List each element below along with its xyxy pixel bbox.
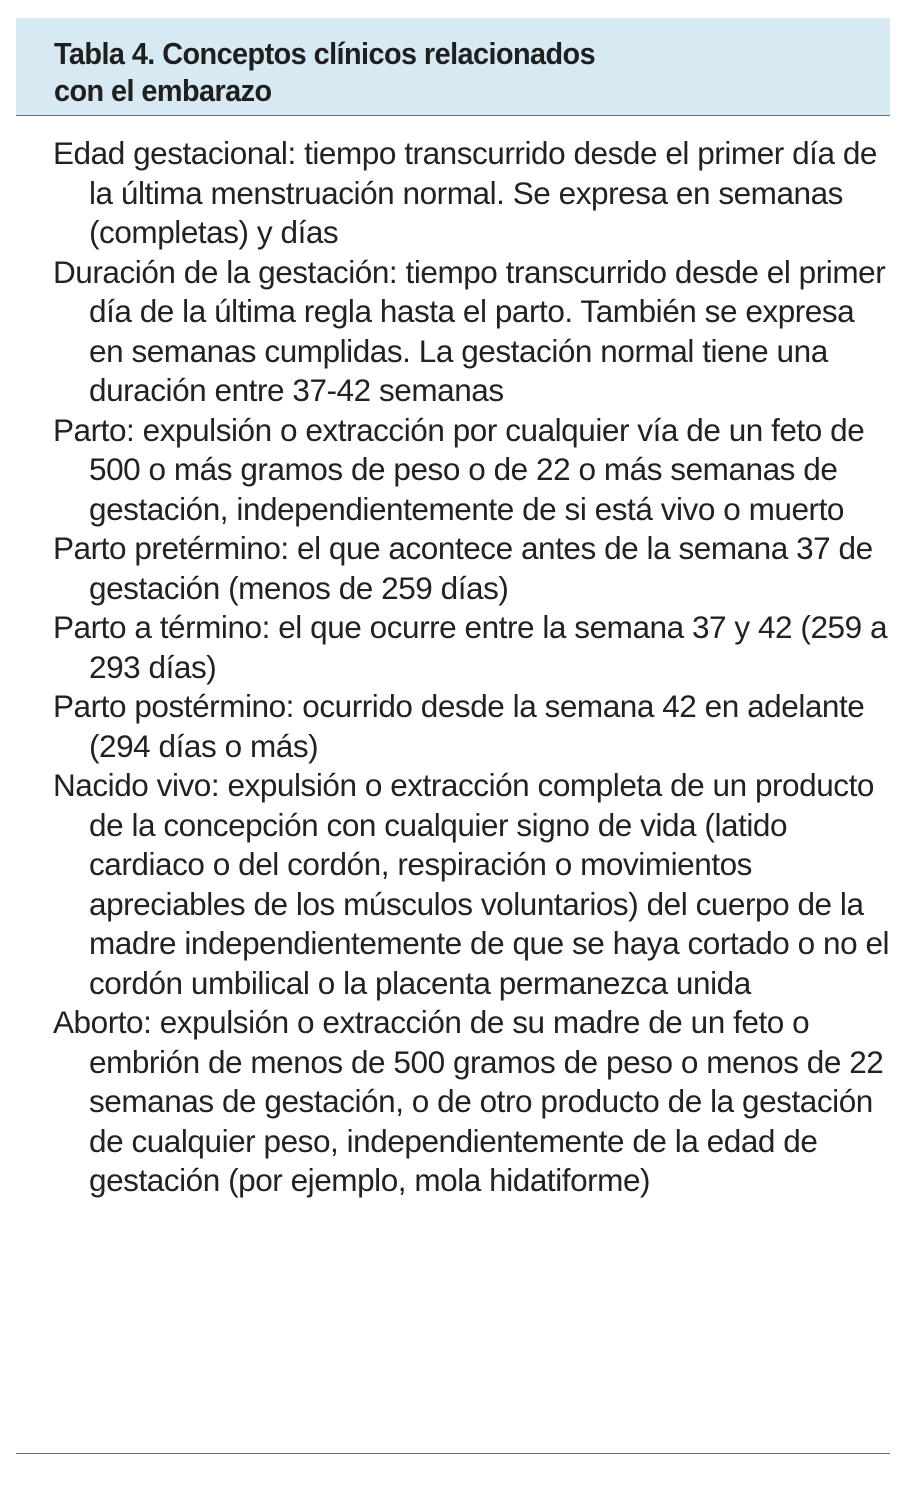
table-header <box>16 18 890 116</box>
entry-nacido-vivo: Nacido vivo: expulsión o extracción completa de un producto de la concepción con cualquier signo de vida (latido cardiaco o del cordón, respiración o movimientos apreciables de los músculos voluntarios) del cuerpo de la madre independientemente de que se haya cortado o no el cordón umbilical o la placenta permanezca unida <box>53 767 890 1001</box>
entry-edad-gestacional: Edad gestacional: tiempo transcurrido desde el primer día de la última menstruación normal. Se expresa en semanas (completas) y días <box>53 135 877 250</box>
table-bottom-rule <box>16 1453 890 1454</box>
entry-duracion-gestacion: Duración de la gestación: tiempo transcurrido desde el primer día de la última regla hasta el parto. También se expresa en semanas cumplidas. La gestación normal tiene una duración entre 37-42 semanas <box>53 253 886 408</box>
entry-parto-postermino: Parto postérmino: ocurrido desde la semana 42 en adelante (294 días o más) <box>53 688 865 764</box>
entry-parto-a-termino: Parto a término: el que ocurre entre la semana 37 y 42 (259 a 293 días) <box>53 609 888 685</box>
entry-aborto: Aborto: expulsión o extracción de su madre de un feto o embrión de menos de 500 gramos de peso o menos de 22 semanas de gestación, o de otro producto de la gestación de cualquier peso, independientemente de la edad de gestación (por ejemplo, mola hidatiforme) <box>53 1004 884 1198</box>
clinical-concepts-table <box>16 18 890 1201</box>
entry-parto-pretermino: Parto pretérmino: el que acontece antes de la semana 37 de gestación (menos de 259 días) <box>53 530 873 606</box>
entry-parto: Parto: expulsión o extracción por cualquier vía de un feto de 500 o más gramos de peso o de 22 o más semanas de gestación, independientemente de si está vivo o muerto <box>53 411 865 527</box>
table-body <box>16 116 890 1201</box>
table-title: Tabla 4. Conceptos clínicos relacionados con el embarazo <box>54 36 596 108</box>
